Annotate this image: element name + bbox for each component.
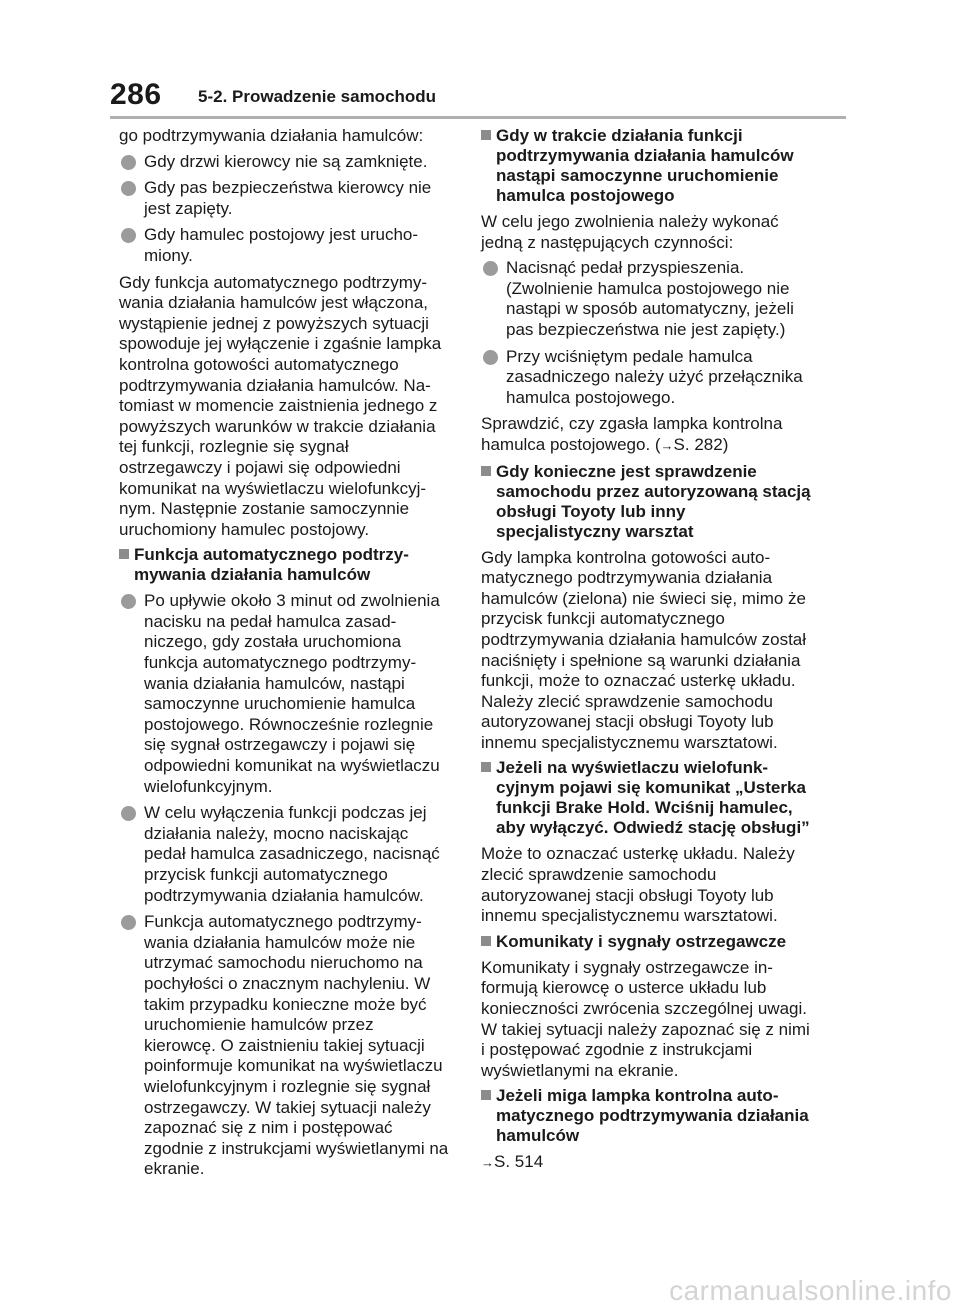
list-item: Przy wciśniętym pedale hamulca zasadniczego należy użyć przełącznika hamulca postojowego. bbox=[481, 347, 811, 409]
list-item: Po upływie około 3 minut od zwolnienia nacisku na pedał hamulca zasadniczego, gdy została uruchomiona funkcja automatycznego podtrzymywania działania hamulców, nastąpi samoczynne uruchomienie hamulca postojowego. Równocześnie rozlegnie się sygnał ostrzegawczy i pojawi się odpowiedni komunikat na wyświetlaczu wielofunkcyjnym. bbox=[119, 591, 449, 797]
page-reference-link[interactable]: S. 514 bbox=[494, 1152, 544, 1172]
arrow-right-icon: → bbox=[481, 1155, 494, 1171]
bullet-dot-icon bbox=[121, 806, 136, 821]
section-title: 5-2. Prowadzenie samochodu bbox=[198, 87, 437, 106]
paragraph bbox=[481, 1152, 811, 1174]
subsection-heading: Gdy konieczne jest sprawdzenie samochodu przez autoryzowaną stacją obsługi Toyoty lub inny specjalistyczny warsztat bbox=[481, 462, 811, 542]
bullet-dot-icon bbox=[121, 181, 136, 196]
subsection-heading: Komunikaty i sygnały ostrzegawcze bbox=[481, 932, 811, 952]
list-item: Nacisnąć pedał przyspieszenia. (Zwolnienie hamulca postojowego nie nastąpi w sposób automatyczny, jeżeli pas bezpieczeństwa nie jest zapięty.) bbox=[481, 258, 811, 340]
heading-square-icon bbox=[481, 762, 491, 772]
page-number: 286 bbox=[110, 78, 162, 111]
page-reference-link[interactable]: S. 282) bbox=[673, 434, 729, 454]
list-item: Gdy pas bezpieczeństwa kierowcy nie jest zapięty. bbox=[119, 178, 449, 219]
header-divider bbox=[110, 116, 846, 119]
bullet-dot-icon bbox=[483, 261, 498, 276]
watermark: carmanualsonline.info bbox=[669, 1275, 952, 1306]
heading-square-icon bbox=[481, 466, 491, 476]
left-column bbox=[119, 126, 449, 1186]
paragraph: Komunikaty i sygnały ostrzegawcze informują kierowcę o usterce układu lub konieczności zwrócenia szczególnej uwagi. W takiej sytuacji należy zapoznać się z nimi i postępować zgodnie z instrukcjami wyświetlanymi na ekranie. bbox=[481, 957, 810, 1080]
heading-square-icon bbox=[481, 1090, 491, 1100]
paragraph: Może to oznaczać usterkę układu. Należy zlecić sprawdzenie samochodu autoryzowanej stacji obsługi Toyoty lub innemu specjalistycznemu warsztatowi. bbox=[481, 844, 795, 926]
bullet-dot-icon bbox=[121, 915, 136, 930]
bullet-dot-icon bbox=[121, 228, 136, 243]
paragraph: Gdy lampka kontrolna gotowości automatycznego podtrzymywania działania hamulców (zielona) nie świeci się, mimo że przycisk funkcji automatycznego podtrzymywania działania hamulców został naciśnięty i spełnione są warunki działania funkcji, może to oznaczać usterkę układu. Należy zlecić sprawdzenie samochodu autoryzowanej stacji obsługi Toyoty lub innemu specjalistycznemu warsztatowi. bbox=[481, 547, 807, 752]
heading-square-icon bbox=[119, 549, 129, 559]
bullet-dot-icon bbox=[121, 594, 136, 609]
heading-square-icon bbox=[481, 936, 491, 946]
subsection-heading: Funkcja automatycznego podtrzymywania działania hamulców bbox=[119, 545, 449, 585]
paragraph: W celu jego zwolnienia należy wykonać jedną z następujących czynności: bbox=[481, 212, 779, 252]
arrow-right-icon: → bbox=[660, 437, 674, 453]
list-item: Funkcja automatycznego podtrzymywania działania hamulców może nie utrzymać samochodu nieruchomo na pochyłości o znacznym nachyleniu. W takim przypadku konieczne może być uruchomienie hamulców przez kierowcę. O zaistnieniu takiej sytuacji poinformuje komunikat na wyświetlaczu wielofunkcyjnym i rozlegnie się sygnał ostrzegawczy. W takiej sytuacji należy zapoznać się z nim i postępować zgodnie z instrukcjami wyświetlanymi na ekranie. bbox=[119, 912, 449, 1180]
paragraph: go podtrzymywania działania hamulców: bbox=[119, 126, 424, 145]
subsection-heading: Jeżeli miga lampka kontrolna automatycznego podtrzymywania działania hamulców bbox=[481, 1086, 811, 1146]
list-item: Gdy hamulec postojowy jest uruchomiony. bbox=[119, 225, 449, 266]
subsection-heading: Gdy w trakcie działania funkcji podtrzymywania działania hamulców nastąpi samoczynne uruchomienie hamulca postojowego bbox=[481, 126, 811, 206]
bullet-dot-icon bbox=[121, 155, 136, 170]
paragraph: Gdy funkcja automatycznego podtrzymywania działania hamulców jest włączona, wystąpienie jednej z powyższych sytuacji spowoduje jej wyłączenie i zgaśnie lampka kontrolna gotowości automatycznego podtrzymywania działania hamulców. Natomiast w momencie zaistnienia jednego z powyższych warunków w trakcie działania tej funkcji, rozlegnie się sygnał ostrzegawczy i pojawi się odpowiedni komunikat na wyświetlaczu wielofunkcyjnym. Następnie zostanie samoczynnie uruchomiony hamulec postojowy. bbox=[119, 272, 442, 539]
list-item: Gdy drzwi kierowcy nie są zamknięte. bbox=[119, 152, 449, 173]
paragraph: Sprawdzić, czy zgasła lampka kontrolna hamulca postojowego. (→S. 282) bbox=[481, 414, 783, 454]
heading-square-icon bbox=[481, 130, 491, 140]
list-item: W celu wyłączenia funkcji podczas jej działania należy, mocno naciskając pedał hamulca zasadniczego, nacisnąć przycisk funkcji automatycznego podtrzymywania działania hamulców. bbox=[119, 803, 449, 906]
bullet-dot-icon bbox=[483, 350, 498, 365]
right-column bbox=[481, 126, 811, 1179]
subsection-heading: Jeżeli na wyświetlaczu wielofunkcyjnym pojawi się komunikat „Usterka funkcji Brake Hold. Wciśnij hamulec, aby wyłączyć. Odwiedź stację obsługi” bbox=[481, 758, 811, 838]
